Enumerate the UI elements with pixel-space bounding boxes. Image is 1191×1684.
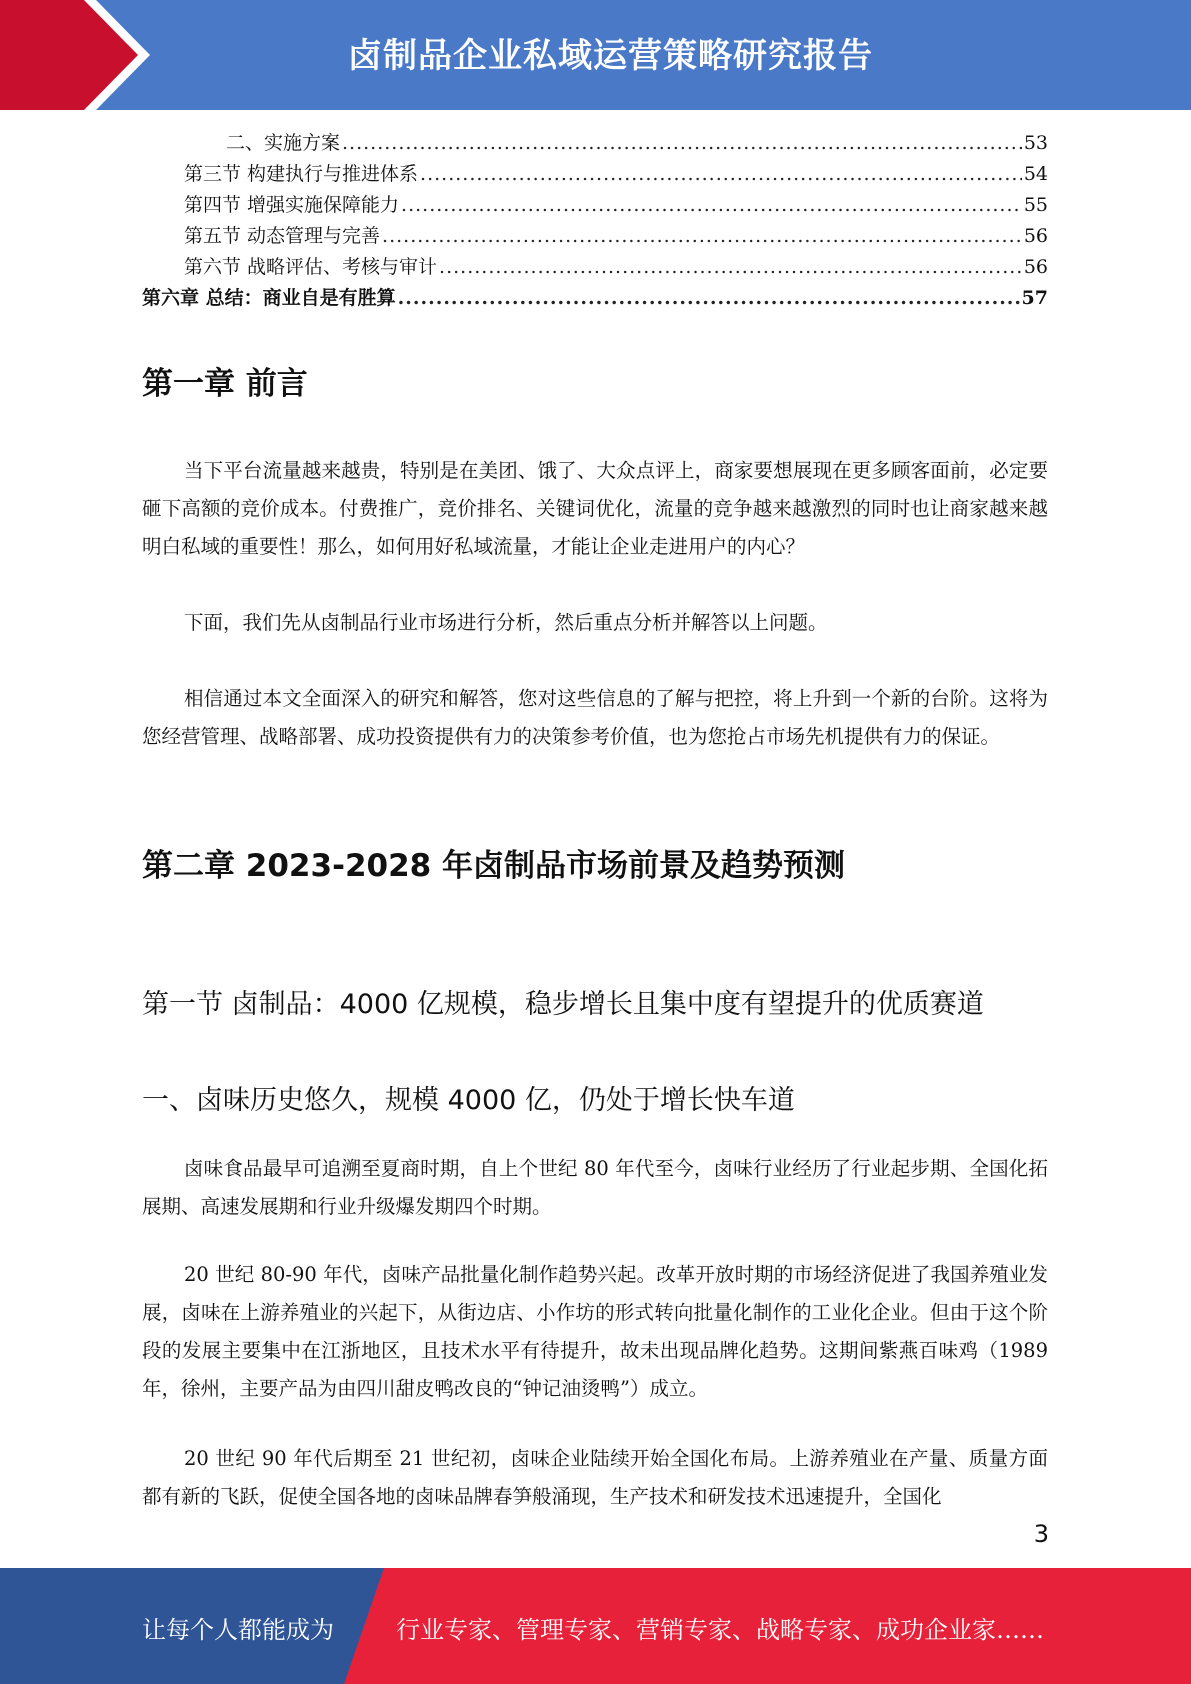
chapter-2-paragraph: 卤味食品最早可追溯至夏商时期，自上个世纪 80 年代至今，卤味行业经历了行业起步期、全国化拓展期、高速发展期和行业升级爆发期四个时期。: [142, 1157, 1048, 1218]
table-of-contents: [142, 128, 1048, 314]
toc-entry-label: 第五节 动态管理与完善: [184, 225, 381, 247]
toc-entry[interactable]: [142, 252, 1048, 283]
toc-leader-dots: [342, 128, 1022, 159]
toc-leader-dots: [439, 252, 1022, 283]
footer-slogan-left: 让每个人都能成为: [142, 1616, 334, 1644]
toc-entry[interactable]: [142, 128, 1048, 159]
chapter-2-paragraph: 20 世纪 80-90 年代，卤味产品批量化制作趋势兴起。改革开放时期的市场经济促进了我国养殖业发展，卤味在上游养殖业的兴起下，从街边店、小作坊的形式转向批量化制作的工业化企业。但由于这个阶段的发展主要集中在江浙地区，且技术水平有待提升，故未出现品牌化趋势。这期间紫燕百味鸡（1989 年，徐州，主要产品为由四川甜皮鸭改良的“钟记油烫鸭”）成立。: [142, 1263, 1048, 1400]
toc-entry-page: 53: [1023, 132, 1048, 154]
toc-entry[interactable]: [142, 221, 1048, 252]
toc-entry-label: 第六节 战略评估、考核与审计: [184, 256, 438, 278]
section-1-heading: 第一节 卤制品：4000 亿规模，稳步增长且集中度有望提升的优质赛道: [142, 989, 984, 1020]
toc-entry-label: 二、实施方案: [226, 132, 341, 154]
chapter-1-paragraph: 相信通过本文全面深入的研究和解答，您对这些信息的了解与把控，将上升到一个新的台阶。这将为您经营管理、战略部署、成功投资提供有力的决策参考价值，也为您抢占市场先机提供有力的保证。: [142, 687, 1048, 748]
header-title: 卤制品企业私域运营策略研究报告: [348, 36, 873, 76]
toc-entry[interactable]: [142, 190, 1048, 221]
footer-slogan-right: 行业专家、管理专家、营销专家、战略专家、成功企业家……: [396, 1616, 1044, 1644]
toc-entry-page: 55: [1023, 194, 1048, 216]
chapter-2-heading: 第二章 2023-2028 年卤制品市场前景及趋势预测: [142, 848, 846, 884]
chapter-1-heading: 第一章 前言: [142, 366, 308, 402]
toc-entry-label: 第六章 总结：商业自是有胜算: [142, 287, 396, 309]
subsection-1-heading: 一、卤味历史悠久，规模 4000 亿，仍处于增长快车道: [142, 1085, 795, 1116]
toc-entry[interactable]: [142, 283, 1048, 314]
chapter-1-paragraph: 下面，我们先从卤制品行业市场进行分析，然后重点分析并解答以上问题。: [184, 611, 828, 634]
toc-entry-label: 第四节 增强实施保障能力: [184, 194, 400, 216]
toc-entry-page: 56: [1023, 225, 1048, 247]
page-header: [0, 0, 1191, 110]
page-footer: [0, 1568, 1191, 1684]
toc-entry-page: 56: [1023, 256, 1048, 278]
chapter-1-paragraph: 当下平台流量越来越贵，特别是在美团、饿了、大众点评上，商家要想展现在更多顾客面前，必定要砸下高额的竞价成本。付费推广，竞价排名、关键词优化，流量的竞争越来越激烈的同时也让商家越来越明白私域的重要性！那么，如何用好私域流量，才能让企业走进用户的内心？: [142, 459, 1048, 558]
toc-leader-dots: [398, 283, 1020, 314]
toc-entry-label: 第三节 构建执行与推进体系: [184, 163, 419, 185]
page-number: 3: [1033, 1520, 1049, 1548]
toc-leader-dots: [420, 159, 1022, 190]
chapter-2-paragraph: 20 世纪 90 年代后期至 21 世纪初，卤味企业陆续开始全国化布局。上游养殖业在产量、质量方面都有新的飞跃，促使全国各地的卤味品牌春笋般涌现，生产技术和研发技术迅速提升，全国化: [142, 1447, 1048, 1508]
toc-leader-dots: [382, 221, 1022, 252]
toc-leader-dots: [401, 190, 1022, 221]
toc-entry-page: 57: [1021, 287, 1048, 309]
toc-entry-page: 54: [1023, 163, 1048, 185]
toc-entry[interactable]: [142, 159, 1048, 190]
